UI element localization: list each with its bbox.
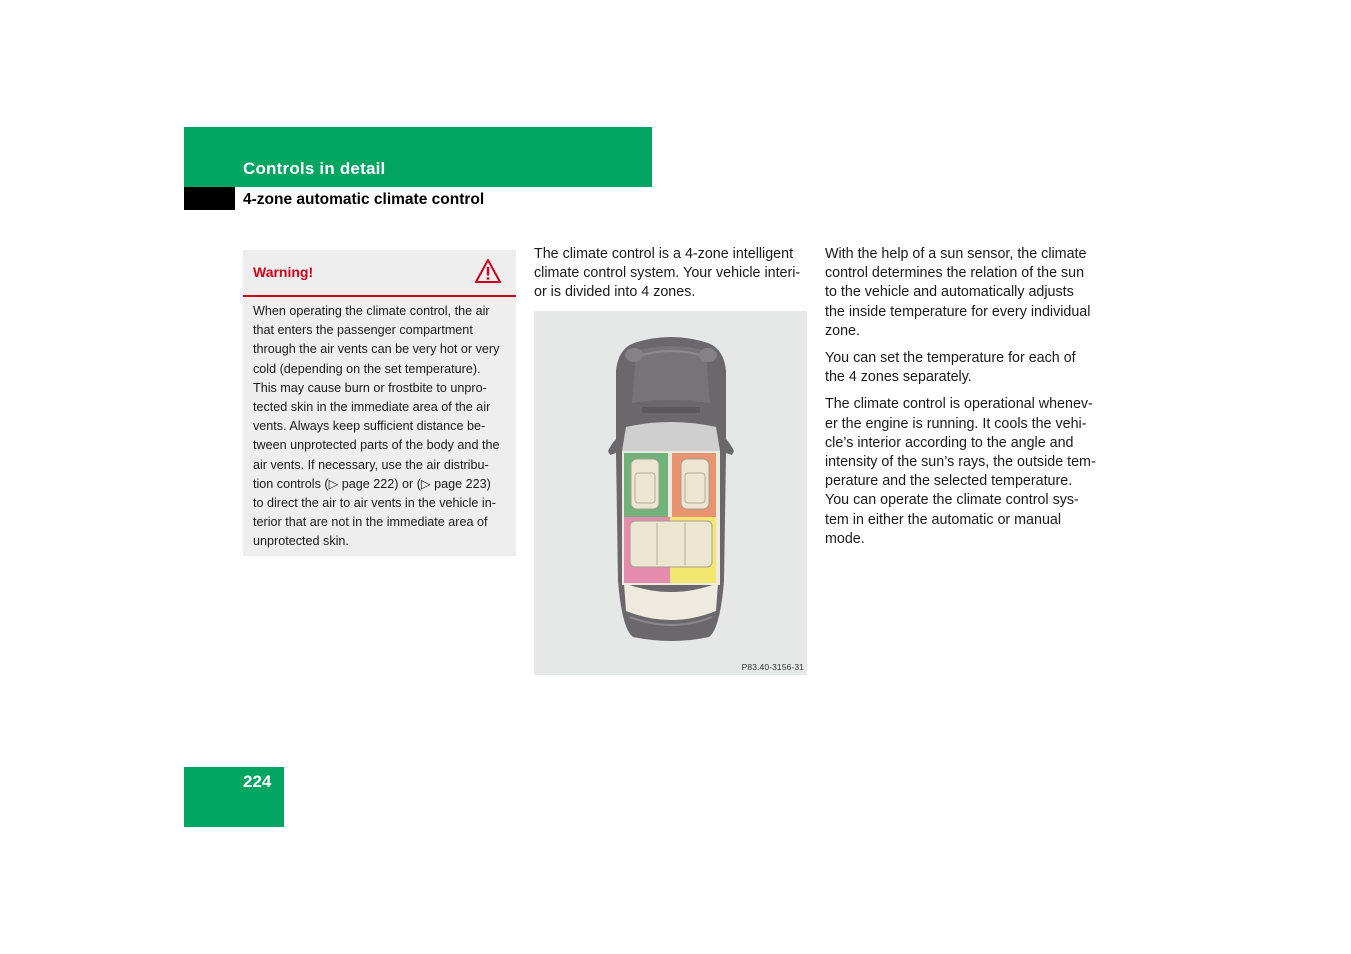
warning-triangle-icon <box>474 258 502 284</box>
warning-text: When operating the climate control, the air that enters the passenger compartment through the air vents can be very hot or very cold (depending on the set temperature). This may cause burn or frostbite to unpro- tected skin in the immediate area of the air vents. Always keep sufficient distance be- tween unprotected parts of the body and the air vents. If necessary, use the air distribu- tion controls (▷ page 222) or (▷ page 223) to direct the air to air vents in the vehicle in- terior that are not in the immediate area of unprotected skin. <box>253 304 500 549</box>
description-paragraph: The climate control is operational whenev- er the engine is running. It cools the vehi- cle’s interior according to the angle and intensity of the sun’s rays, the outside tem- perature and the selected temperature. You can operate the climate control sys- tem in either the automatic or manual mode. <box>825 396 1096 547</box>
climate-zones-figure <box>534 311 807 675</box>
description-column <box>825 245 1107 557</box>
section-title: Controls in detail <box>243 159 386 178</box>
section-marker <box>184 187 235 210</box>
warning-box <box>243 250 516 556</box>
description-paragraph: You can set the temperature for each of the 4 zones separately. <box>825 350 1076 386</box>
warning-title: Warning! <box>253 264 314 280</box>
page-number: 224 <box>243 772 272 791</box>
description-paragraph: With the help of a sun sensor, the climate control determines the relation of the sun to the vehicle and automatically adjusts the inside temperature for every individual zone. <box>825 246 1091 339</box>
intro-paragraph: The climate control is a 4-zone intelligent climate control system. Your vehicle interi- or is divided into 4 zones. <box>534 246 801 301</box>
warning-header <box>243 250 516 297</box>
subsection-title: 4-zone automatic climate control <box>243 191 485 208</box>
car-top-view-illustration <box>534 311 807 675</box>
rear-bench <box>630 521 712 567</box>
figure-code: P83.40-3156-31 <box>741 662 804 672</box>
